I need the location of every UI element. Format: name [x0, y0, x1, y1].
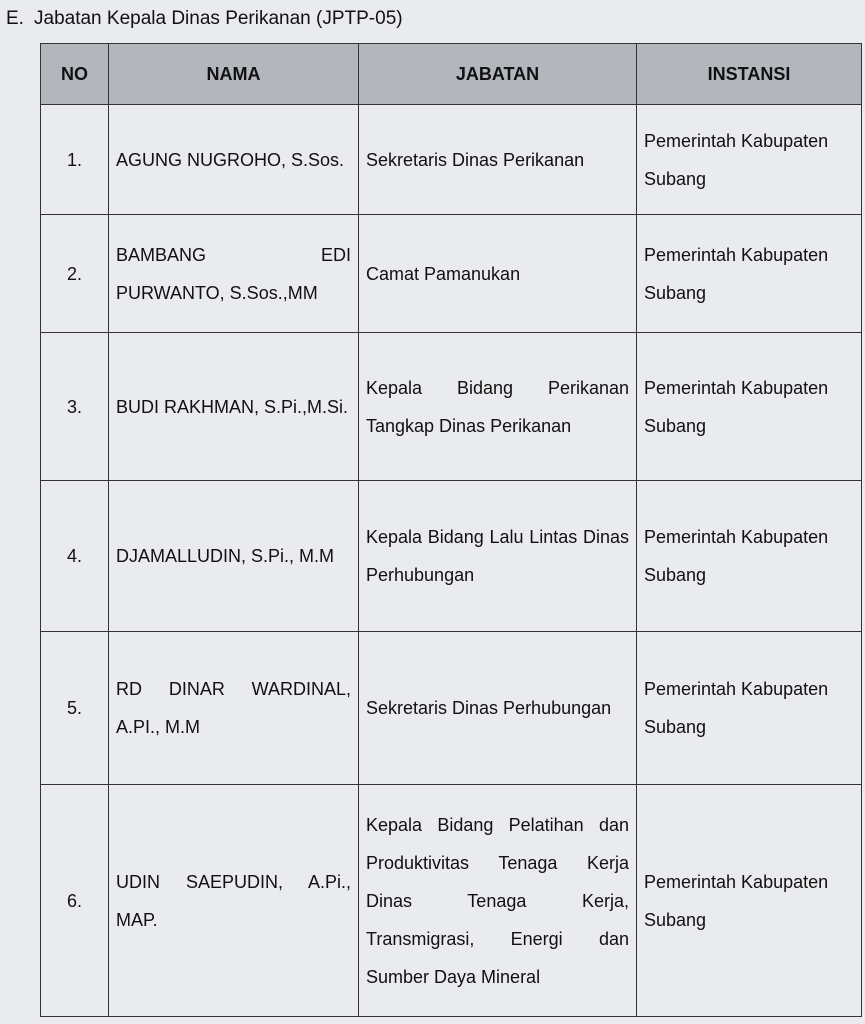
- cell-instansi: Pemerintah Kabupaten Subang: [637, 785, 862, 1017]
- cell-jabatan: Kepala Bidang Lalu Lintas Dinas Perhubungan: [359, 481, 637, 632]
- cell-jabatan: Camat Pamanukan: [359, 215, 637, 333]
- header-no: NO: [41, 44, 109, 105]
- cell-no: 2.: [41, 215, 109, 333]
- cell-nama: BAMBANG EDI PURWANTO, S.Sos.,MM: [109, 215, 359, 333]
- cell-instansi: Pemerintah Kabupaten Subang: [637, 632, 862, 785]
- officials-table: [40, 43, 862, 1017]
- table-row: [41, 105, 862, 215]
- cell-instansi: Pemerintah Kabupaten Subang: [637, 105, 862, 215]
- cell-no: 1.: [41, 105, 109, 215]
- section-title: Jabatan Kepala Dinas Perikanan (JPTP-05): [34, 8, 403, 29]
- cell-jabatan: Kepala Bidang Pelatihan dan Produktivitas Tenaga Kerja Dinas Tenaga Kerja, Transmigrasi, Energi dan Sumber Daya Mineral: [359, 785, 637, 1017]
- cell-nama: UDIN SAEPUDIN, A.Pi., MAP.: [109, 785, 359, 1017]
- section-letter: E.: [6, 8, 24, 29]
- table-row: [41, 215, 862, 333]
- cell-nama: BUDI RAKHMAN, S.Pi.,M.Si.: [109, 333, 359, 481]
- header-instansi: INSTANSI: [637, 44, 862, 105]
- table-row: [41, 632, 862, 785]
- cell-jabatan: Kepala Bidang Perikanan Tangkap Dinas Perikanan: [359, 333, 637, 481]
- header-jabatan: JABATAN: [359, 44, 637, 105]
- cell-nama: RD DINAR WARDINAL, A.PI., M.M: [109, 632, 359, 785]
- cell-instansi: Pemerintah Kabupaten Subang: [637, 481, 862, 632]
- cell-instansi: Pemerintah Kabupaten Subang: [637, 215, 862, 333]
- cell-nama: DJAMALLUDIN, S.Pi., M.M: [109, 481, 359, 632]
- cell-no: 4.: [41, 481, 109, 632]
- table-row: [41, 333, 862, 481]
- table-row: [41, 481, 862, 632]
- cell-jabatan: Sekretaris Dinas Perhubungan: [359, 632, 637, 785]
- cell-no: 5.: [41, 632, 109, 785]
- cell-nama: AGUNG NUGROHO, S.Sos.: [109, 105, 359, 215]
- section-heading: [6, 8, 403, 30]
- table-row: [41, 785, 862, 1017]
- cell-no: 6.: [41, 785, 109, 1017]
- table-header-row: [41, 44, 862, 105]
- cell-jabatan: Sekretaris Dinas Perikanan: [359, 105, 637, 215]
- header-nama: NAMA: [109, 44, 359, 105]
- cell-no: 3.: [41, 333, 109, 481]
- cell-instansi: Pemerintah Kabupaten Subang: [637, 333, 862, 481]
